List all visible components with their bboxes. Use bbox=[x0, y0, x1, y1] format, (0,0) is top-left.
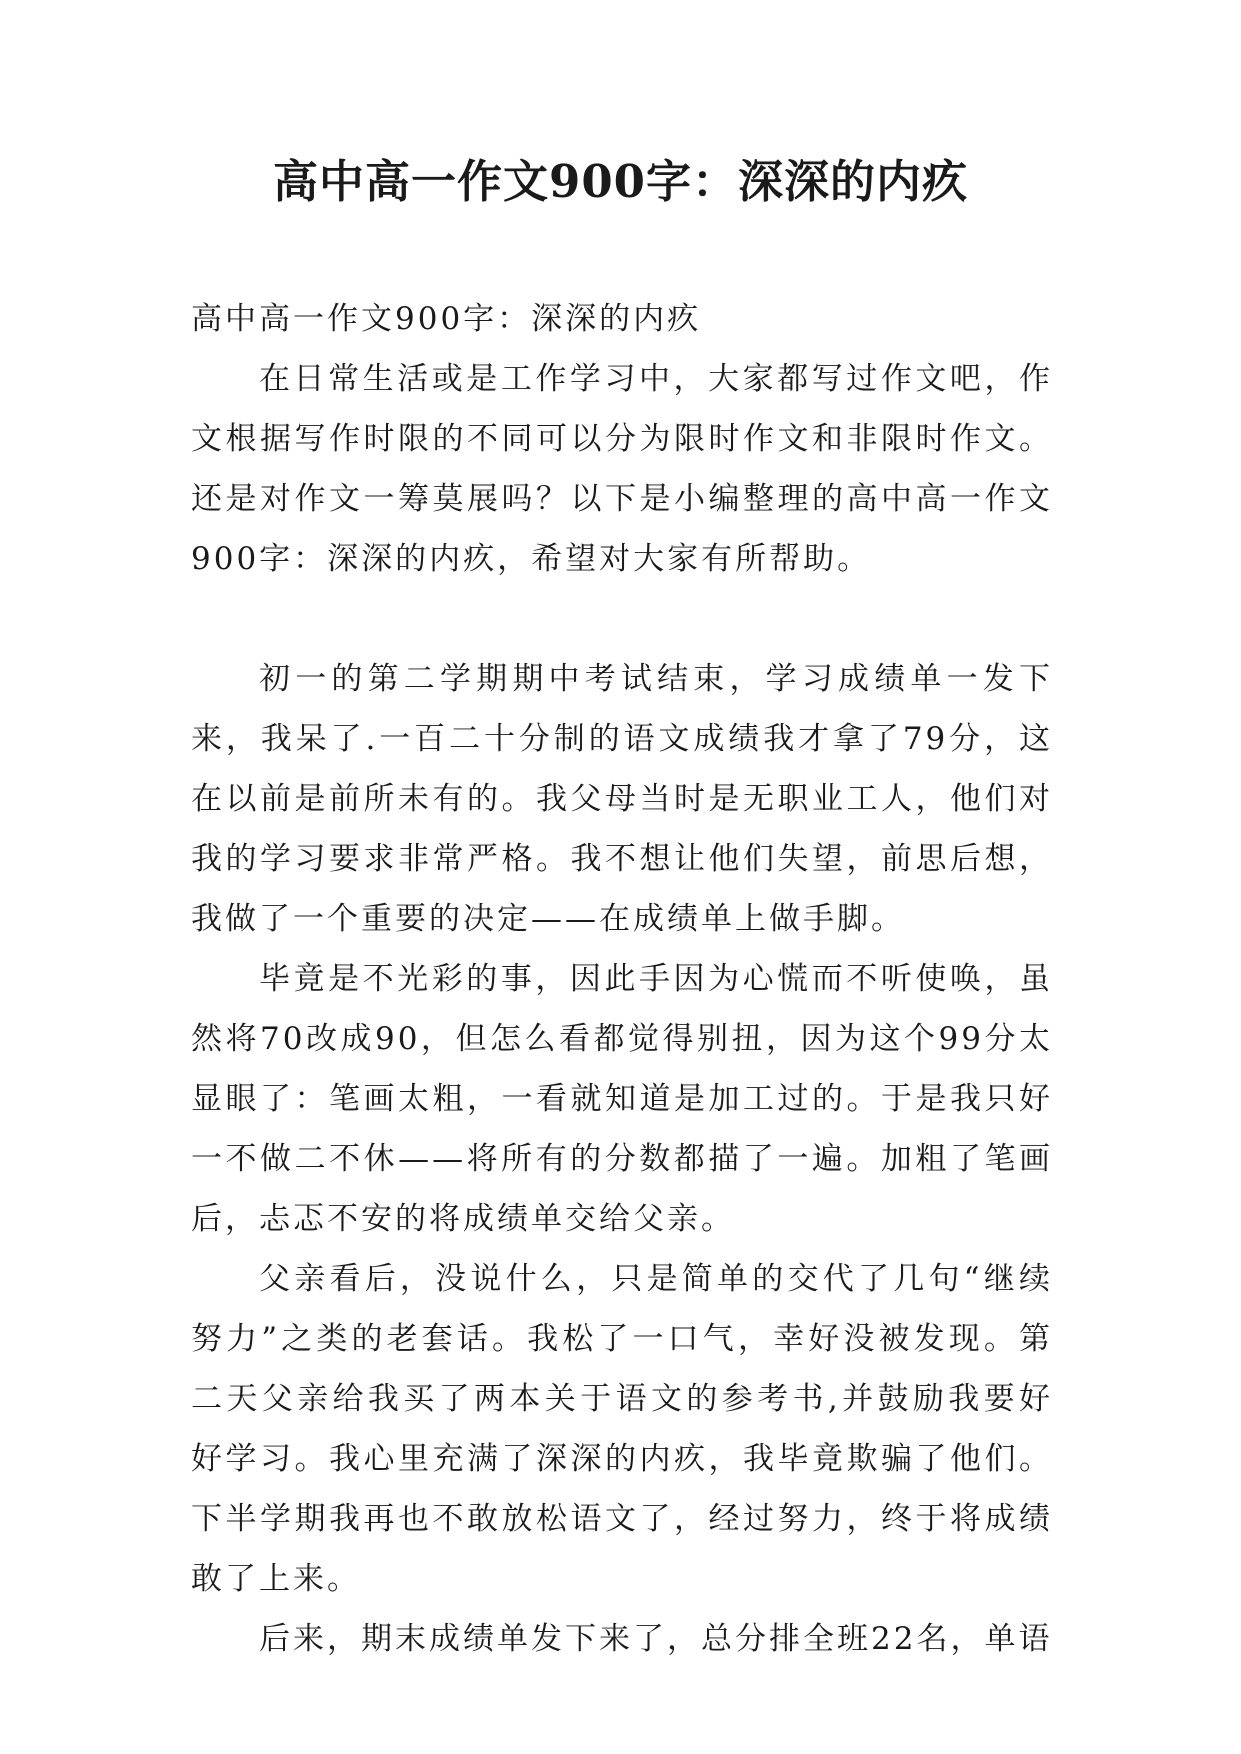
intro-paragraph: 在日常生活或是工作学习中，大家都写过作文吧，作文根据写作时限的不同可以分为限时作文和非限时作文。还是对作文一筹莫展吗？以下是小编整理的高中高一作文900字：深深的内疚，希望对大家有所帮助。 bbox=[191, 361, 1053, 577]
body-paragraph: 父亲看后，没说什么，只是简单的交代了几句“继续努力”之类的老套话。我松了一口气，幸好没被发现。第二天父亲给我买了两本关于语文的参考书,并鼓励我要好好学习。我心里充满了深深的内疚，我毕竟欺骗了他们。下半学期我再也不敢放松语文了，经过努力，终于将成绩敢了上来。 bbox=[191, 1261, 1053, 1597]
document-subtitle: 高中高一作文900字：深深的内疚 bbox=[191, 301, 702, 337]
document-body bbox=[191, 289, 1053, 1669]
document-title: 高中高一作文900字：深深的内疚 bbox=[273, 155, 968, 208]
paragraph-gap bbox=[191, 589, 1053, 649]
body-paragraph: 毕竟是不光彩的事，因此手因为心慌而不听使唤，虽然将70改成90，但怎么看都觉得别扭，因为这个99分太显眼了：笔画太粗，一看就知道是加工过的。于是我只好一不做二不休——将所有的分数都描了一遍。加粗了笔画后，忐忑不安的将成绩单交给父亲。 bbox=[191, 961, 1053, 1237]
body-paragraph: 初一的第二学期期中考试结束，学习成绩单一发下来，我呆了.一百二十分制的语文成绩我才拿了79分，这在以前是前所未有的。我父母当时是无职业工人，他们对我的学习要求非常严格。我不想让他们失望，前思后想，我做了一个重要的决定——在成绩单上做手脚。 bbox=[191, 661, 1053, 937]
body-paragraph: 后来，期末成绩单发下来了，总分排全班22名，单语 bbox=[259, 1621, 1053, 1657]
